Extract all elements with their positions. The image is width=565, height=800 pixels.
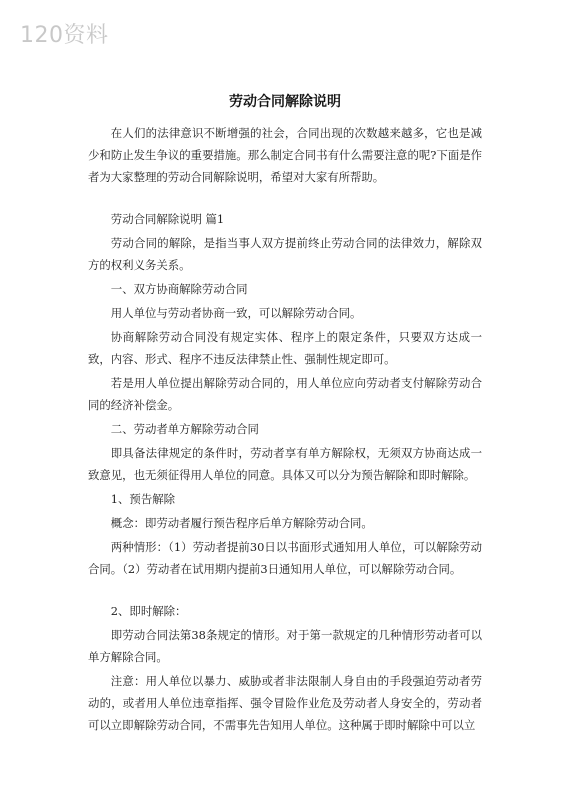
heading-employee-termination: 二、劳动者单方解除劳动合同 [110, 422, 259, 436]
definition-paragraph: 劳动合同的解除，是指当事人双方提前终止劳动合同的法律效力，解除双方的权利义务关系。 [88, 236, 482, 272]
paragraph: 即劳动合同法第38条规定的情形。对于第一款规定的几种情形劳动者可以单方解除合同。 [88, 628, 482, 664]
paragraph: 两种情形：（1）劳动者提前30日以书面形式通知用人单位，可以解除劳动合同。（2）劳动者在试用期内提前3日通知用人单位，可以解除劳动合同。 [88, 540, 482, 576]
paragraph: 注意：用人单位以暴力、威胁或者非法限制人身自由的手段强迫劳动者劳动的，或者用人单位违章指挥、强令冒险作业危及劳动者人身安全的，劳动者可以立即解除劳动合同，不需事先告知用人单位。这种属于即时解除中可以立 [88, 674, 482, 732]
document-title: 劳动合同解除说明 [229, 94, 341, 110]
paragraph: 协商解除劳动合同没有规定实体、程序上的限定条件，只要双方达成一致，内容、形式、程序不违反法律禁止性、强制性规定即可。 [88, 330, 482, 366]
section-heading-part1: 劳动合同解除说明 篇1 [110, 212, 225, 226]
paragraph: 用人单位与劳动者协商一致，可以解除劳动合同。 [110, 306, 362, 320]
document-page [88, 92, 482, 738]
watermark-logo: 120资料 [20, 23, 109, 48]
subheading-immediate-termination: 2、即时解除： [110, 604, 187, 618]
paragraph: 即具备法律规定的条件时，劳动者享有单方解除权，无须双方协商达成一致意见，也无须征得用人单位的同意。具体又可以分为预告解除和即时解除。 [88, 446, 482, 482]
paragraph: 概念：即劳动者履行预告程序后单方解除劳动合同。 [110, 516, 373, 530]
paragraph: 若是用人单位提出解除劳动合同的，用人单位应向劳动者支付解除劳动合同的经济补偿金。 [88, 376, 482, 412]
heading-mutual-termination: 一、双方协商解除劳动合同 [110, 282, 248, 296]
intro-paragraph: 在人们的法律意识不断增强的社会，合同出现的次数越来越多，它也是减少和防止发生争议的重要措施。那么制定合同书有什么需要注意的呢?下面是作者为大家整理的劳动合同解除说明，希望对大家有所帮助。 [88, 126, 482, 184]
subheading-notice-termination: 1、预告解除 [110, 492, 175, 506]
